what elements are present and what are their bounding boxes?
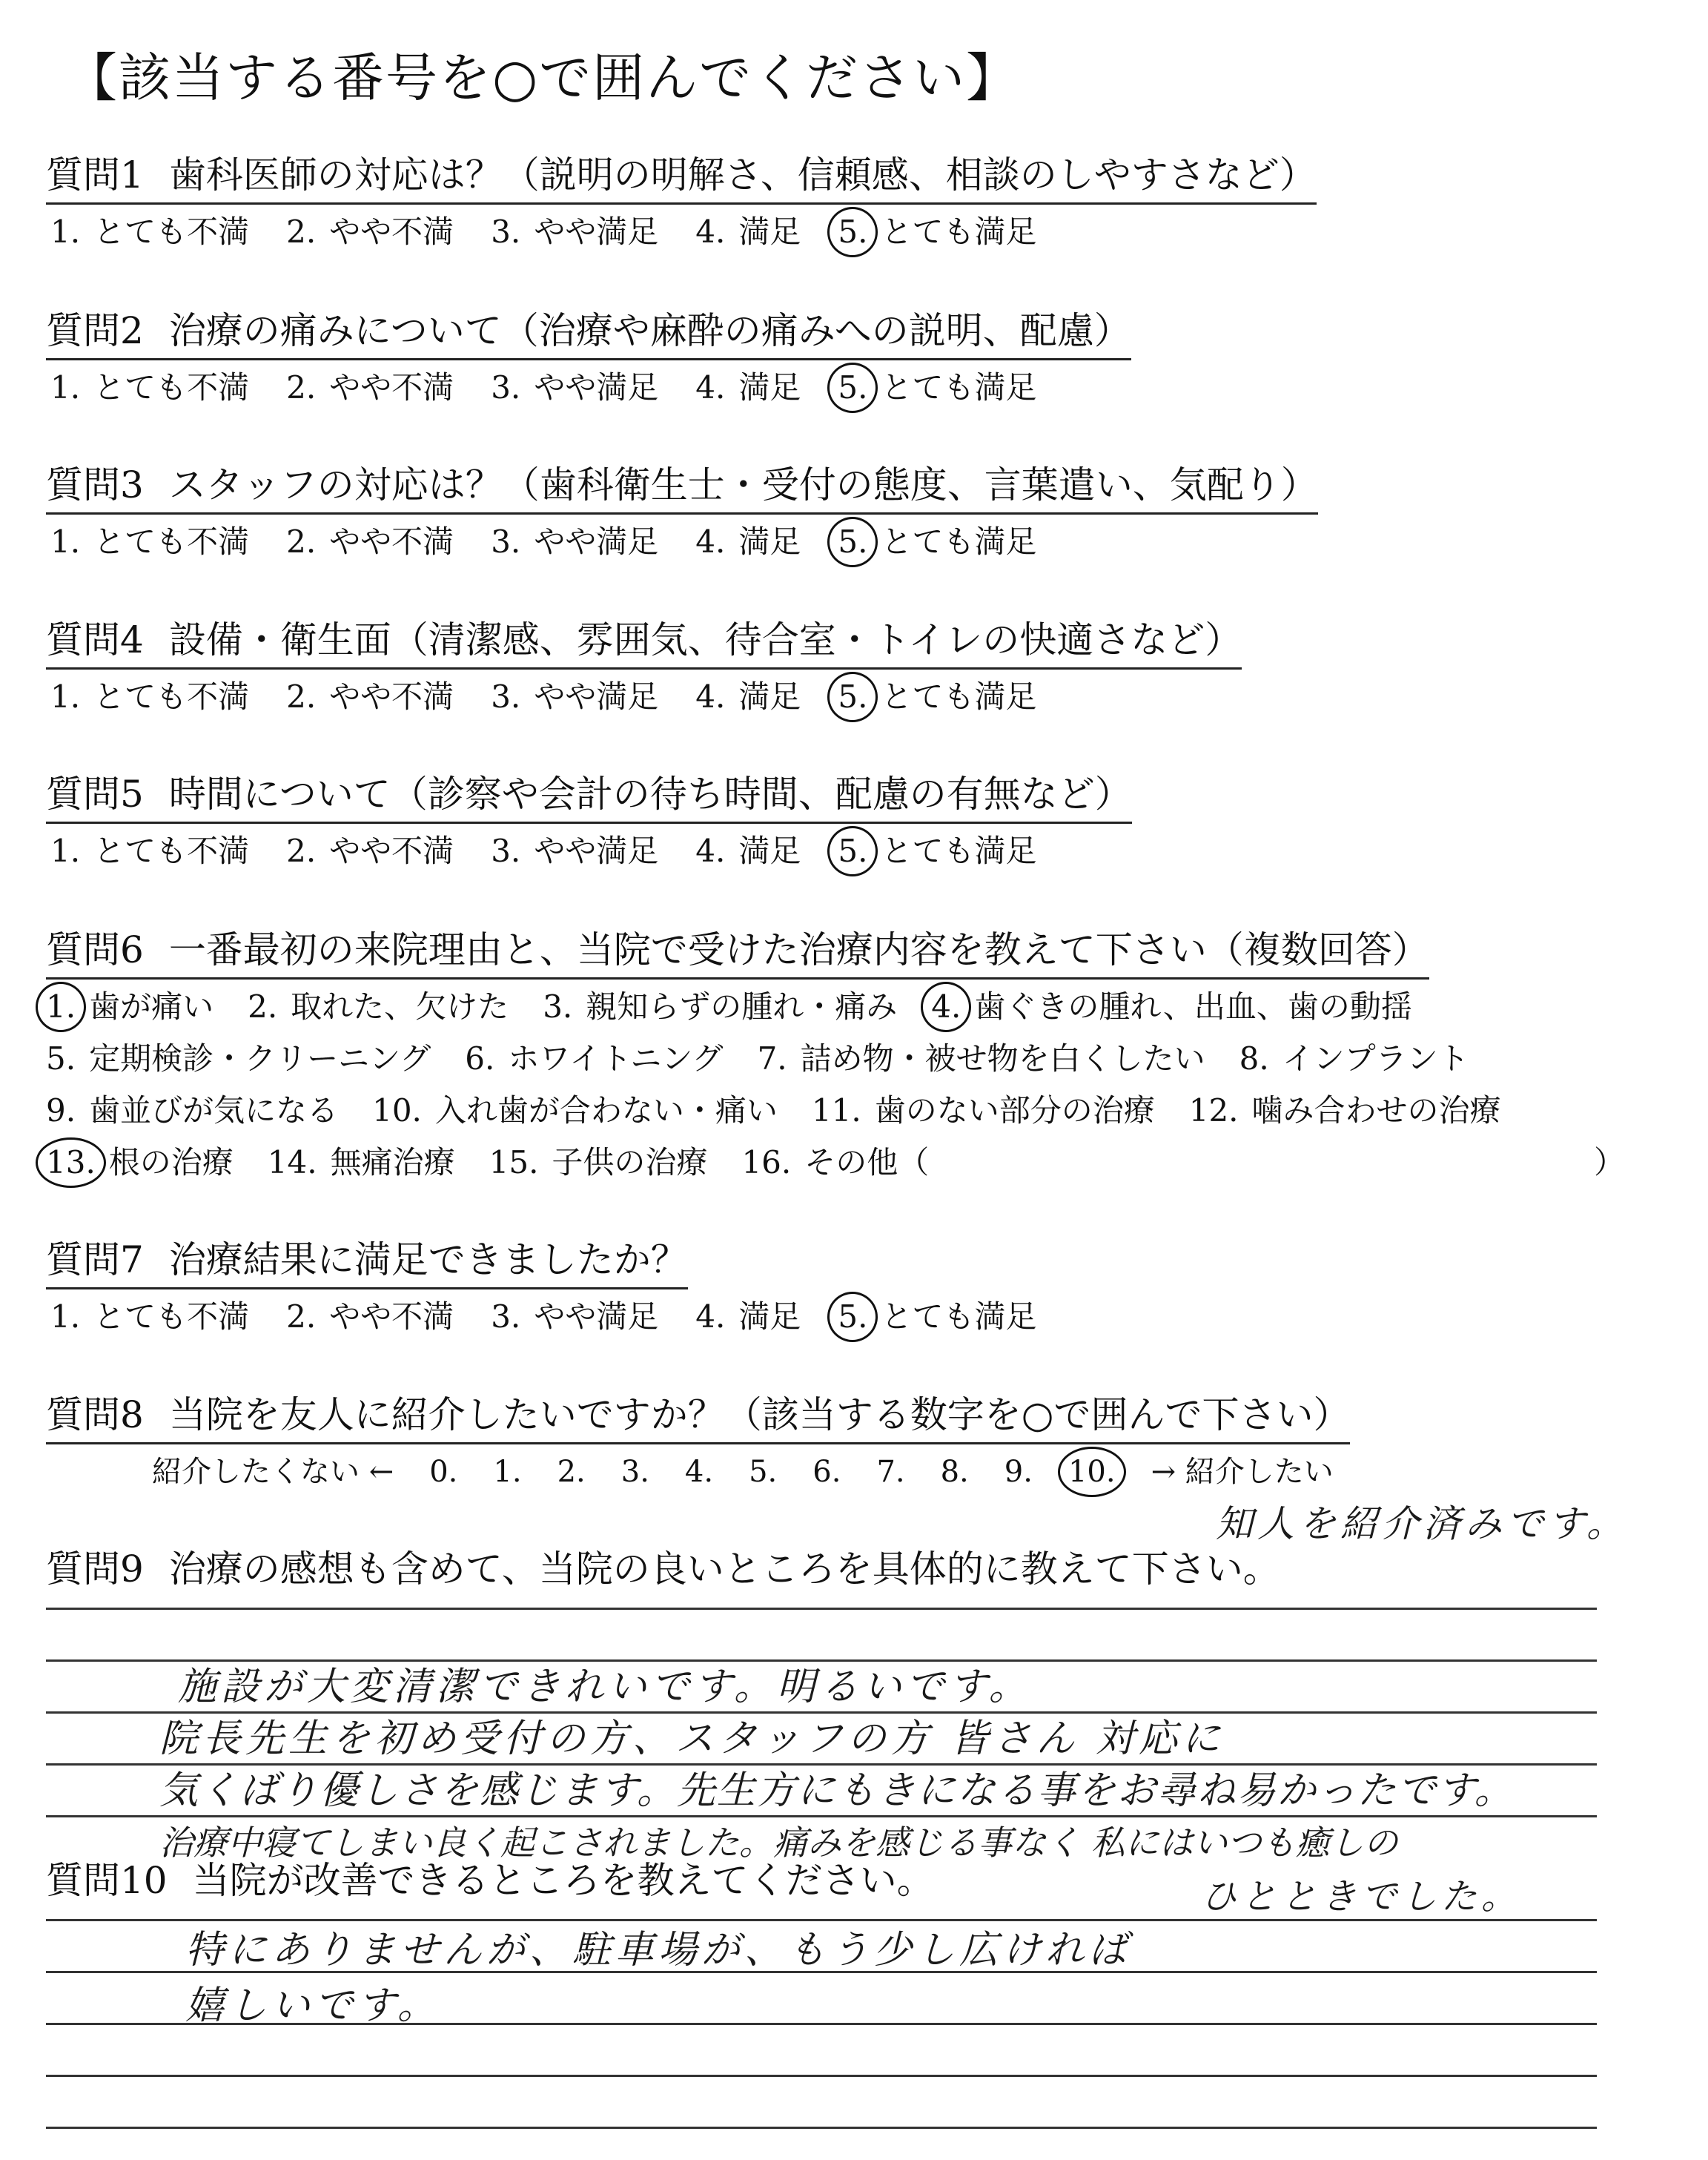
circled-option-number: 13. — [46, 1142, 96, 1183]
option-number: 1. — [50, 369, 81, 406]
option-number: 3. — [491, 1298, 521, 1335]
option-label: 満足 — [738, 833, 801, 869]
option-5[interactable] — [838, 211, 1036, 253]
option-label: 入れ歯が合わない・痛い — [434, 1092, 778, 1129]
question-number: 質問8 — [46, 1393, 144, 1436]
option-label: やや満足 — [534, 833, 659, 869]
option-label: やや不満 — [329, 369, 454, 406]
scale-value[interactable]: 5. — [749, 1455, 778, 1489]
option-label: やや不満 — [329, 833, 454, 869]
question-text: 設備・衛生面（清潔感、雰囲気、待合室・トイレの快適さなど） — [168, 618, 1242, 661]
answer-options-q1 — [50, 211, 1073, 253]
option-label: 取れた、欠けた — [291, 988, 509, 1025]
option-label: とても不満 — [93, 369, 250, 406]
handwritten-answer-q9-line-3: 気くばり優しさを感じます。先生方にもきになる事をお尋ね易かったです。 — [159, 1768, 1515, 1813]
question-number: 質問7 — [46, 1238, 144, 1281]
option-label: 親知らずの腫れ・痛み — [586, 988, 898, 1025]
circled-option-number: 1. — [46, 986, 76, 1028]
option-number: 2. — [286, 678, 317, 715]
option-label: とても不満 — [93, 833, 250, 869]
treatment-option[interactable] — [248, 986, 509, 1028]
option-number: 12. — [1188, 1092, 1239, 1129]
option-4[interactable] — [695, 676, 801, 718]
option-2[interactable] — [286, 521, 454, 563]
option-number: 4. — [695, 1298, 726, 1335]
question-text: 歯科医師の対応は？（説明の明解さ、信頼感、相談のしやすさなど） — [168, 153, 1317, 196]
question-text: 治療結果に満足できましたか？ — [168, 1238, 688, 1281]
option-number: 2. — [286, 524, 317, 560]
option-label: 満足 — [738, 1298, 801, 1335]
option-number: 4. — [695, 678, 726, 715]
option-3[interactable] — [491, 521, 658, 563]
option-label: 満足 — [738, 524, 801, 560]
question-text: スタッフの対応は？（歯科衛生士・受付の態度、言葉遣い、気配り） — [168, 463, 1318, 506]
option-4[interactable] — [695, 1296, 801, 1338]
handwritten-answer-q9-line-2: 院長先生を初め受付の方、スタッフの方 皆さん 対応に — [159, 1717, 1225, 1761]
option-label: 無痛治療 — [330, 1144, 455, 1180]
question-5 — [46, 771, 1132, 824]
answer-options-q7 — [50, 1296, 1073, 1338]
option-5[interactable] — [838, 367, 1036, 409]
q6-row-2 — [46, 1038, 1503, 1080]
scale-value[interactable]: 4. — [684, 1455, 714, 1489]
option-3[interactable] — [491, 211, 658, 253]
option-label: 噛み合わせの治療 — [1251, 1092, 1501, 1129]
page-title: 【該当する番号を○で囲んでください】 — [65, 47, 1020, 108]
answer-line — [46, 1763, 1597, 1766]
option-2[interactable] — [286, 1296, 454, 1338]
option-number: 3. — [543, 988, 573, 1025]
option-label: 子供の治療 — [552, 1144, 708, 1180]
circled-option-number: 5. — [838, 1296, 867, 1338]
option-number: 1. — [50, 214, 81, 250]
option-5[interactable] — [838, 830, 1036, 872]
option-number: 5. — [46, 1040, 76, 1077]
scale-value[interactable]: 7. — [876, 1455, 905, 1489]
question-8 — [46, 1392, 1350, 1444]
option-1[interactable] — [50, 1296, 249, 1338]
question-text: 当院を友人に紹介したいですか？（該当する数字を○で囲んで下さい） — [168, 1393, 1351, 1436]
option-number: 15. — [489, 1144, 539, 1180]
option-3[interactable] — [491, 830, 658, 872]
handwritten-answer-q9-line-5: ひとときでした。 — [1201, 1876, 1522, 1918]
option-label: やや不満 — [329, 1298, 454, 1335]
circled-option-number: 5. — [838, 830, 867, 872]
recommend-scale — [152, 1451, 1334, 1493]
answer-line — [46, 2127, 1597, 2129]
option-number: 1. — [50, 524, 81, 560]
option-label: とても満足 — [881, 678, 1037, 715]
treatment-option[interactable] — [1189, 1090, 1501, 1132]
q6-row-3 — [46, 1090, 1535, 1132]
option-label: とても満足 — [881, 214, 1037, 250]
treatment-option[interactable] — [46, 1090, 338, 1132]
scale-value[interactable]: 9. — [1004, 1455, 1033, 1489]
option-3[interactable] — [491, 367, 658, 409]
q6-row-1 — [46, 986, 1446, 1028]
answer-line — [46, 1815, 1597, 1817]
question-number: 質問4 — [46, 618, 144, 661]
option-3[interactable] — [491, 1296, 658, 1338]
handwritten-note-q8: 知人を紹介済みです。 — [1216, 1502, 1628, 1545]
option-label: やや満足 — [534, 678, 659, 715]
question-4 — [46, 617, 1242, 670]
option-number: 10. — [372, 1092, 422, 1129]
question-9 — [46, 1546, 1280, 1592]
question-number: 質問10 — [46, 1859, 168, 1902]
option-label: やや満足 — [534, 524, 659, 560]
option-5[interactable] — [838, 676, 1036, 718]
question-text: 当院が改善できるところを教えてください。 — [192, 1859, 934, 1902]
treatment-option[interactable] — [741, 1142, 929, 1183]
scale-left-label: 紹介したくない ← — [152, 1455, 394, 1489]
question-2 — [46, 308, 1131, 360]
option-number: 1. — [50, 1298, 81, 1335]
scale-value-circled[interactable]: 10. — [1068, 1451, 1116, 1493]
circled-option-number: 5. — [838, 676, 867, 718]
handwritten-answer-q10-line-2: 嬉しいです。 — [185, 1984, 440, 2028]
option-2[interactable] — [286, 211, 454, 253]
question-text: 時間について（診察や会計の待ち時間、配慮の有無など） — [168, 773, 1132, 816]
answer-line — [46, 2075, 1597, 2077]
option-4[interactable] — [695, 367, 801, 409]
handwritten-answer-q10-line-1: 特にありませんが、駐車場が、もう少し広ければ — [185, 1928, 1132, 1972]
option-label: とても満足 — [881, 369, 1037, 406]
scale-value[interactable]: 1. — [493, 1455, 522, 1489]
option-label: 満足 — [738, 214, 801, 250]
option-label: その他（ — [804, 1144, 930, 1180]
option-2[interactable] — [286, 676, 454, 718]
option-label: とても満足 — [881, 1298, 1037, 1335]
option-number: 4. — [695, 833, 726, 869]
option-4[interactable] — [695, 211, 801, 253]
question-number: 質問5 — [46, 773, 144, 816]
option-number: 11. — [811, 1092, 861, 1129]
option-number: 4. — [695, 369, 726, 406]
scale-value[interactable]: 6. — [812, 1455, 841, 1489]
treatment-option[interactable] — [465, 1038, 723, 1080]
question-number: 質問1 — [46, 153, 144, 196]
treatment-option[interactable] — [268, 1142, 455, 1183]
treatment-option[interactable] — [46, 986, 214, 1028]
question-number: 質問2 — [46, 309, 144, 352]
option-label: 歯が痛い — [89, 988, 214, 1025]
option-number: 2. — [286, 833, 317, 869]
option-1[interactable] — [50, 830, 249, 872]
option-number: 4. — [695, 214, 726, 250]
option-4[interactable] — [695, 830, 801, 872]
option-label: とても不満 — [93, 1298, 250, 1335]
question-text: 治療の痛みについて（治療や麻酔の痛みへの説明、配慮） — [168, 309, 1131, 352]
handwritten-answer-q9-line-1: 施設が大変清潔できれいです。明るいです。 — [178, 1665, 1032, 1709]
question-10 — [46, 1857, 934, 1903]
option-number: 3. — [491, 833, 521, 869]
question-7 — [46, 1237, 688, 1289]
treatment-option[interactable] — [1239, 1038, 1469, 1080]
answer-options-q2 — [50, 367, 1073, 409]
answer-line — [46, 1919, 1597, 1921]
treatment-option[interactable] — [372, 1090, 778, 1132]
circled-option-number: 4. — [931, 986, 961, 1028]
option-number: 16. — [741, 1144, 792, 1180]
question-3 — [46, 462, 1318, 515]
option-label: とても不満 — [93, 214, 250, 250]
scale-right-label: → 紹介したい — [1151, 1455, 1334, 1489]
treatment-option[interactable] — [812, 1090, 1155, 1132]
option-number: 3. — [491, 524, 521, 560]
option-number: 9. — [46, 1092, 76, 1129]
scale-values — [429, 1455, 1151, 1489]
option-label: 歯並びが気になる — [89, 1092, 339, 1129]
option-label: やや不満 — [329, 524, 454, 560]
question-6 — [46, 927, 1429, 980]
scale-value[interactable]: 3. — [620, 1455, 649, 1489]
option-label: やや満足 — [534, 1298, 659, 1335]
option-label: とても満足 — [881, 524, 1037, 560]
scale-value[interactable]: 2. — [557, 1455, 586, 1489]
answer-options-q4 — [50, 676, 1073, 718]
option-label: インプラント — [1282, 1040, 1469, 1077]
option-number: 2. — [286, 214, 317, 250]
option-label: 歯ぐきの腫れ、出血、歯の動揺 — [974, 988, 1412, 1025]
treatment-option[interactable] — [931, 986, 1412, 1028]
other-close-paren: ） — [1594, 1144, 1626, 1180]
option-2[interactable] — [286, 367, 454, 409]
option-5[interactable] — [838, 1296, 1036, 1338]
option-number: 7. — [757, 1040, 787, 1077]
treatment-option[interactable] — [46, 1038, 431, 1080]
circled-option-number: 5. — [838, 211, 867, 253]
treatment-option[interactable] — [543, 986, 897, 1028]
option-number: 1. — [50, 833, 81, 869]
option-number: 3. — [491, 678, 521, 715]
option-1[interactable] — [50, 367, 249, 409]
option-label: とても満足 — [881, 833, 1037, 869]
answer-line — [46, 1659, 1597, 1662]
option-number: 1. — [50, 678, 81, 715]
option-label: ホワイトニング — [508, 1040, 724, 1077]
answer-options-q3 — [50, 521, 1073, 563]
option-4[interactable] — [695, 521, 801, 563]
option-label: 満足 — [738, 678, 801, 715]
option-5[interactable] — [838, 521, 1036, 563]
option-number: 3. — [491, 369, 521, 406]
handwritten-answer-q9-line-4: 治療中寝てしまい良く起こされました。痛みを感じる事なく 私にはいつも癒しの — [159, 1823, 1398, 1863]
option-label: 定期検診・クリーニング — [89, 1040, 431, 1077]
option-number: 2. — [286, 1298, 317, 1335]
answer-options-q5 — [50, 830, 1073, 872]
option-label: 満足 — [738, 369, 801, 406]
option-1[interactable] — [50, 521, 249, 563]
q6-row-4 — [46, 1142, 963, 1183]
answer-line — [46, 1608, 1597, 1610]
option-label: 根の治療 — [108, 1144, 234, 1180]
treatment-option[interactable] — [758, 1038, 1205, 1080]
option-label: やや不満 — [329, 678, 454, 715]
option-label: 歯のない部分の治療 — [874, 1092, 1155, 1129]
option-number: 3. — [491, 214, 521, 250]
option-label: とても不満 — [93, 524, 250, 560]
option-number: 4. — [695, 524, 726, 560]
option-label: やや満足 — [534, 214, 659, 250]
option-number: 2. — [248, 988, 278, 1025]
question-1 — [46, 152, 1317, 205]
option-number: 2. — [286, 369, 317, 406]
treatment-option[interactable] — [46, 1142, 234, 1183]
answer-line — [46, 1711, 1597, 1714]
question-number: 質問3 — [46, 463, 144, 506]
scale-value[interactable]: 8. — [940, 1455, 969, 1489]
question-text: 一番最初の来院理由と、当院で受けた治療内容を教えて下さい（複数回答） — [168, 928, 1429, 971]
option-1[interactable] — [50, 211, 249, 253]
circled-option-number: 5. — [838, 521, 867, 563]
option-3[interactable] — [491, 676, 658, 718]
option-number: 6. — [465, 1040, 495, 1077]
option-2[interactable] — [286, 830, 454, 872]
option-label: やや不満 — [329, 214, 454, 250]
option-label: とても不満 — [93, 678, 250, 715]
treatment-option[interactable] — [489, 1142, 708, 1183]
question-text: 治療の感想も含めて、当院の良いところを具体的に教えて下さい。 — [168, 1548, 1280, 1591]
circled-option-number: 5. — [838, 367, 867, 409]
option-number: 14. — [267, 1144, 317, 1180]
option-number: 8. — [1239, 1040, 1269, 1077]
question-number: 質問6 — [46, 928, 144, 971]
option-label: やや満足 — [534, 369, 659, 406]
option-label: 詰め物・被せ物を白くしたい — [800, 1040, 1205, 1077]
option-1[interactable] — [50, 676, 249, 718]
scale-value[interactable]: 0. — [429, 1455, 458, 1489]
question-number: 質問9 — [46, 1548, 144, 1591]
